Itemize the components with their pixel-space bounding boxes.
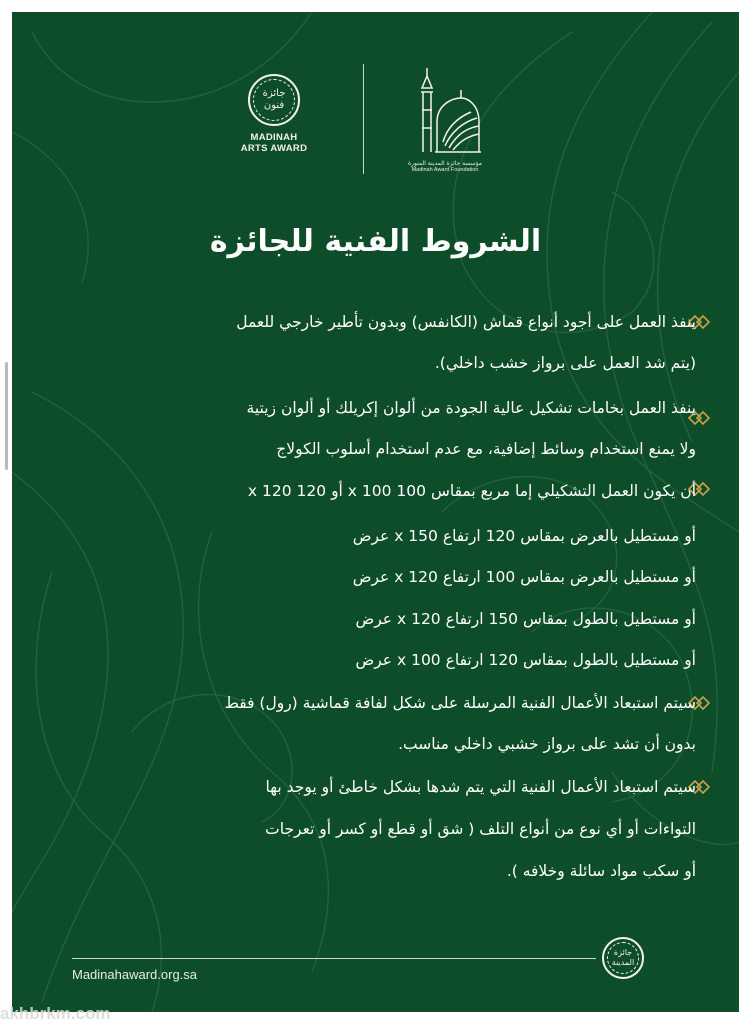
scrollbar[interactable] <box>5 362 8 470</box>
award-english-name <box>234 132 314 154</box>
foundation-english-name: Madinah Award Foundation <box>411 167 479 173</box>
website-link[interactable]: Madinahaward.org.sa <box>72 967 198 982</box>
page-title: الشروط الفنية للجائزة <box>209 224 542 259</box>
mosque-minaret-icon <box>405 62 485 154</box>
condition-line: ينفذ العمل على أجود أنواع قماش (الكانفس) وبدون تأطير خارجي للعمل <box>236 313 696 331</box>
condition-line: أو مستطيل بالطول بمقاس 120 ارتفاع x 100 عرض <box>355 651 696 669</box>
award-seal-icon <box>248 74 300 126</box>
award-seal-icon <box>602 937 644 979</box>
award-name-line1: MADINAH <box>250 132 298 143</box>
condition-line: أو سكب مواد سائلة وخلافه ). <box>506 862 696 880</box>
condition-line: ولا يمنع استخدام وسائط إضافية، مع عدم استخدام أسلوب الكولاج <box>276 440 696 458</box>
madinah-award-foundation-logo <box>390 62 500 173</box>
condition-line: التواءات أو أي نوع من أنواع التلف ( شق أو قطع أو كسر أو تعرجات <box>265 820 696 838</box>
source-watermark: akhbrkm.com <box>0 1004 111 1023</box>
condition-line: أو مستطيل بالطول بمقاس 150 ارتفاع x 120 عرض <box>355 610 696 628</box>
seal-text-line1: جائزة <box>262 88 286 99</box>
condition-line: ينفذ العمل بخامات تشكيل عالية الجودة من ألوان إكريلك أو ألوان زيتية <box>246 399 696 417</box>
condition-line: بدون أن تشد على برواز خشبي داخلي مناسب. <box>398 735 696 753</box>
poster <box>12 12 739 1012</box>
madinah-arts-award-logo <box>234 74 314 154</box>
footer-divider <box>72 958 596 959</box>
condition-line: أو مستطيل بالعرض بمقاس 100 ارتفاع x 120 عرض <box>352 568 696 586</box>
seal-text-line3: المدينة <box>611 958 635 967</box>
condition-line: أن يكون العمل التشكيلي إما مربع بمقاس 100 x 100 أو 120 x 120 <box>247 482 696 500</box>
award-name-line2: ARTS AWARD <box>240 143 308 154</box>
condition-line: (يتم شد العمل على برواز خشب داخلي). <box>434 354 696 372</box>
seal-text-line2: فنون <box>263 100 285 111</box>
seal-text-line1: جائزة <box>613 948 633 957</box>
condition-line: أو مستطيل بالعرض بمقاس 120 ارتفاع x 150 عرض <box>352 527 696 545</box>
condition-line: سيتم استبعاد الأعمال الفنية المرسلة على شكل لفافة قماشية (رول) فقط <box>224 694 696 712</box>
header-divider <box>363 64 364 174</box>
footer-seal-logo <box>602 937 644 979</box>
condition-line: سيتم استبعاد الأعمال الفنية التي يتم شدها بشكل خاطئ أو يوجد بها <box>265 778 696 796</box>
foundation-arabic-name: مؤسسة جائزة المدينة المنورة <box>407 160 483 167</box>
